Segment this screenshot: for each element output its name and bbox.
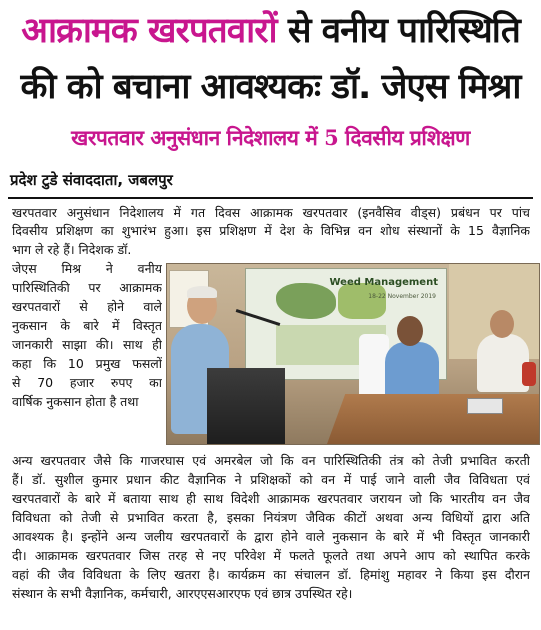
photo-table <box>327 394 540 444</box>
body-line: दी। आक्रामक खरपतवार जिस तरह से नए परिवेश में फलते फूलते तथा अपने आप को स्थापित करके <box>12 548 530 563</box>
headline-line-1 <box>0 10 541 52</box>
body-line: कहा कि 10 प्रमुख फसलों <box>12 356 162 371</box>
photo-attendee-head <box>490 310 514 338</box>
banner-plant-image <box>338 283 386 319</box>
body-line: जेएस मिश्र ने वनीय <box>12 261 162 276</box>
headline-rest: से वनीय पारिस्थिति <box>287 11 520 51</box>
banner-date: 18-22 November 2019 <box>368 293 436 300</box>
body-line: हैं। डॉ. सुशील कुमार प्रधान कीट वैज्ञानिक ने प्रशिक्षकों को वन में पाई जाने वाली जैव विविधता एवं <box>12 472 530 487</box>
subheadline: खरपतवार अनुसंधान निदेशालय में 5 दिवसीय प्रशिक्षण <box>71 125 470 150</box>
byline: प्रदेश टुडे संवाददाता, जबलपुर <box>10 171 173 189</box>
body-line: खरपतवारों से होने वाले <box>12 299 162 314</box>
body-line: विविधता को तेजी से प्रभावित करता है, इसका नियंत्रण जैविक कीटों अथवा अन्य विधियों द्वारा अति <box>12 510 530 525</box>
body-line: पारिस्थितिकी पर आक्रामक <box>12 280 162 295</box>
photo-attendee <box>477 334 529 392</box>
body-line: भाग ले रहे हैं। निदेशक डॉ. <box>12 242 132 257</box>
body-line: खरपतवार अनुसंधान निदेशालय में गत दिवस आक्रामक खरपतवार (इनवैसिव वीड्स) प्रबंधन पर पांच <box>12 205 530 220</box>
body-line: वहां की जैव विविधता के लिए खतरा है। कार्यक्रम का संचालन डॉ. हिमांशु महावर ने किया इस दौरान <box>12 567 530 582</box>
banner-title: Weed Management <box>329 277 438 288</box>
body-line: नुकसान के बारे में विस्तृत <box>12 318 162 333</box>
headline-line-2: की को बचाना आवश्यकः डॉ. जेएस मिश्रा <box>20 67 521 107</box>
body-line: से 70 हजार रुपए का <box>12 375 162 390</box>
headline-highlight: आक्रामक खरपतवारों <box>21 11 277 51</box>
photo-speaker-hair <box>187 286 217 298</box>
body-line: वार्षिक नुकसान होता है तथा <box>12 394 139 409</box>
body-line: आवश्यक है। इन्होंने अन्य जलीय खरपतवारों के द्वारा होने वाले नुकसान के बारे में भी विस्तृत जानकारी <box>12 529 530 544</box>
byline-rule <box>8 197 533 199</box>
body-line: अन्य खरपतवार जैसे कि गाजरघास एवं अमरबेल जो कि वन पारिस्थितिकी तंत्र को तेजी प्रभावित करती <box>12 453 530 468</box>
photo-laptop <box>467 398 503 414</box>
photo-podium <box>207 368 285 444</box>
body-line: दिवसीय प्रशिक्षण का शुभारंभ हुआ। इस प्रशिक्षण में देश के विभिन्न वन शोध संस्थानों के 15 वैज्ञानिक <box>12 223 530 238</box>
body-line: संस्थान के सभी वैज्ञानिक, कर्मचारी, आरएएसआरएफ एवं छात्र उपस्थित रहे। <box>12 586 353 601</box>
photo-flower-pot <box>522 362 536 386</box>
photo-attendee-head <box>397 316 423 346</box>
body-line: खरपतवारों के बारे में बताया साथ ही साथ विदेशी आक्रामक खरपतवार जरायन जो कि भारतीय वन जैव <box>12 491 530 506</box>
banner-plant-image <box>276 283 336 319</box>
event-photo <box>166 263 540 445</box>
body-line: जानकारी साझा की। साथ ही <box>12 337 162 352</box>
